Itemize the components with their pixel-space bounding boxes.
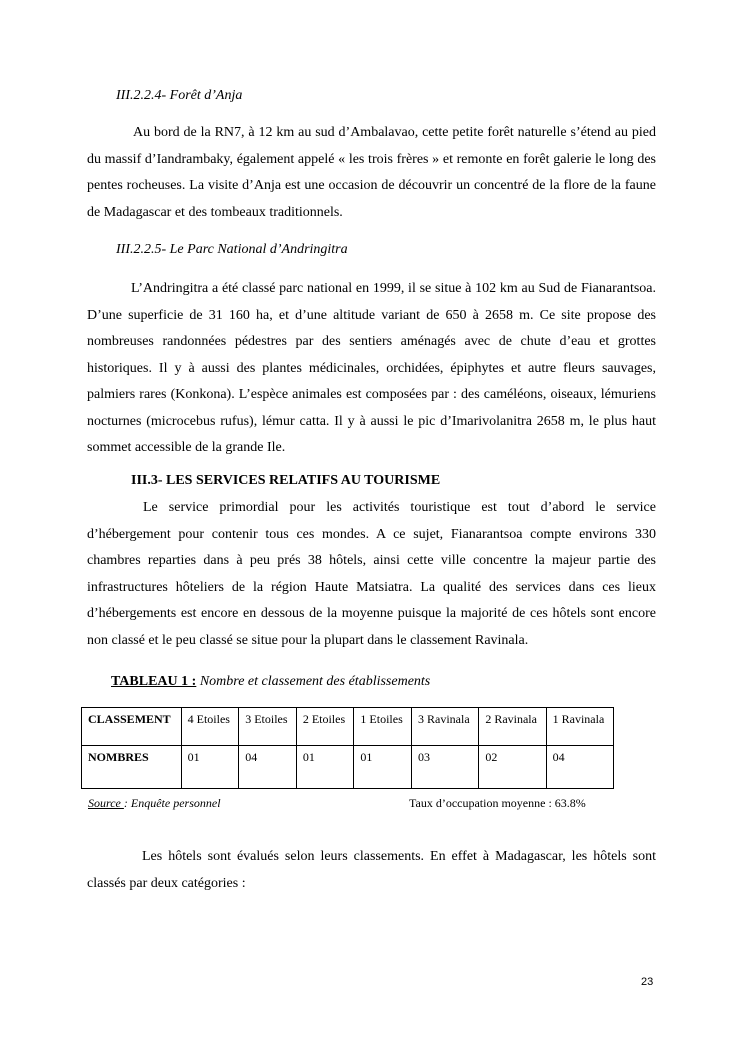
- paragraph-closing: Les hôtels sont évalués selon leurs classements. En effet à Madagascar, les hôtels sont classés par deux catégories :: [87, 849, 656, 891]
- value-cell: 01: [354, 746, 412, 789]
- value-cell: 04: [546, 746, 613, 789]
- paragraph-andringitra: L’Andringitra a été classé parc national en 1999, il se situe à 102 km au Sud de Fianarantsoa. D’une superficie de 31 160 ha, et d’une altitude variant de 650 à 2658 m. Ce site propose des nombreuses randonnées pédestres par des sentiers aménagés avec de chute d’eau et grottes historiques. Il y à aussi des plantes médicinales, orchidées, épiphytes et autre fleurs sauvages, palmiers rares (Konkona). L’espèce animales est composées par : des caméléons, oiseaux, lémuriens nocturnes (microcebus rufus), lémur catta. Il y à aussi le pic d’Imarivolanitra 2658 m, le plus haut sommet accessible de la grande Ile.: [87, 281, 656, 455]
- source-text: : Enquête personnel: [123, 796, 221, 810]
- header-cell: 1 Etoiles: [354, 708, 412, 746]
- table-source: [88, 796, 221, 811]
- page-number: 23: [641, 976, 654, 988]
- row-label-nombres: NOMBRES: [82, 746, 182, 789]
- table-caption-label: TABLEAU 1 :: [111, 674, 197, 689]
- header-classement: CLASSEMENT: [82, 708, 182, 746]
- header-cell: 2 Etoiles: [296, 708, 354, 746]
- table-caption-text: Nombre et classement des établissements: [196, 674, 431, 689]
- classement-table: [81, 707, 614, 789]
- table-caption: [111, 674, 430, 690]
- value-cell: 03: [412, 746, 479, 789]
- heading-services-tourisme: III.3- LES SERVICES RELATIFS AU TOURISME: [131, 473, 441, 488]
- paragraph-anja: Au bord de la RN7, à 12 km au sud d’Ambalavao, cette petite forêt naturelle s’étend au pied du massif d’Iandrambaky, également appelé « les trois frères » et remonte en forêt galerie le long des pentes rocheuses. La visite d’Anja est une occasion de découvrir un concentré de la flore de la faune de Madagascar et des tombeaux traditionnels.: [87, 125, 656, 220]
- source-label: Source: [88, 796, 124, 810]
- header-cell: 3 Ravinala: [412, 708, 479, 746]
- header-cell: 1 Ravinala: [546, 708, 613, 746]
- table-header-row: [82, 708, 614, 746]
- heading-foret-anja: III.2.2.4- Forêt d’Anja: [116, 88, 243, 103]
- value-cell: 02: [479, 746, 546, 789]
- heading-parc-andringitra: III.2.2.5- Le Parc National d’Andringitra: [116, 242, 348, 257]
- header-cell: 3 Etoiles: [239, 708, 297, 746]
- value-cell: 04: [239, 746, 297, 789]
- value-cell: 01: [181, 746, 239, 789]
- occupancy-rate: Taux d’occupation moyenne : 63.8%: [409, 796, 586, 810]
- header-cell: 4 Etoiles: [181, 708, 239, 746]
- value-cell: 01: [296, 746, 354, 789]
- table-row: [82, 746, 614, 789]
- paragraph-services: Le service primordial pour les activités touristique est tout d’abord le service d’hébergement pour contenir tous ces mondes. A ce sujet, Fianarantsoa compte environs 330 chambres reparties dans à peu prés 38 hôtels, ainsi cette ville concentre la majeur partie des infrastructures hôteliers de la région Haute Matsiatra. La qualité des services dans ces lieux d’hébergements est encore en dessous de la moyenne puisque la majorité de ces hôtels sont encore non classé et le peu classé se situe pour la plupart dans le classement Ravinala.: [87, 500, 656, 648]
- header-cell: 2 Ravinala: [479, 708, 546, 746]
